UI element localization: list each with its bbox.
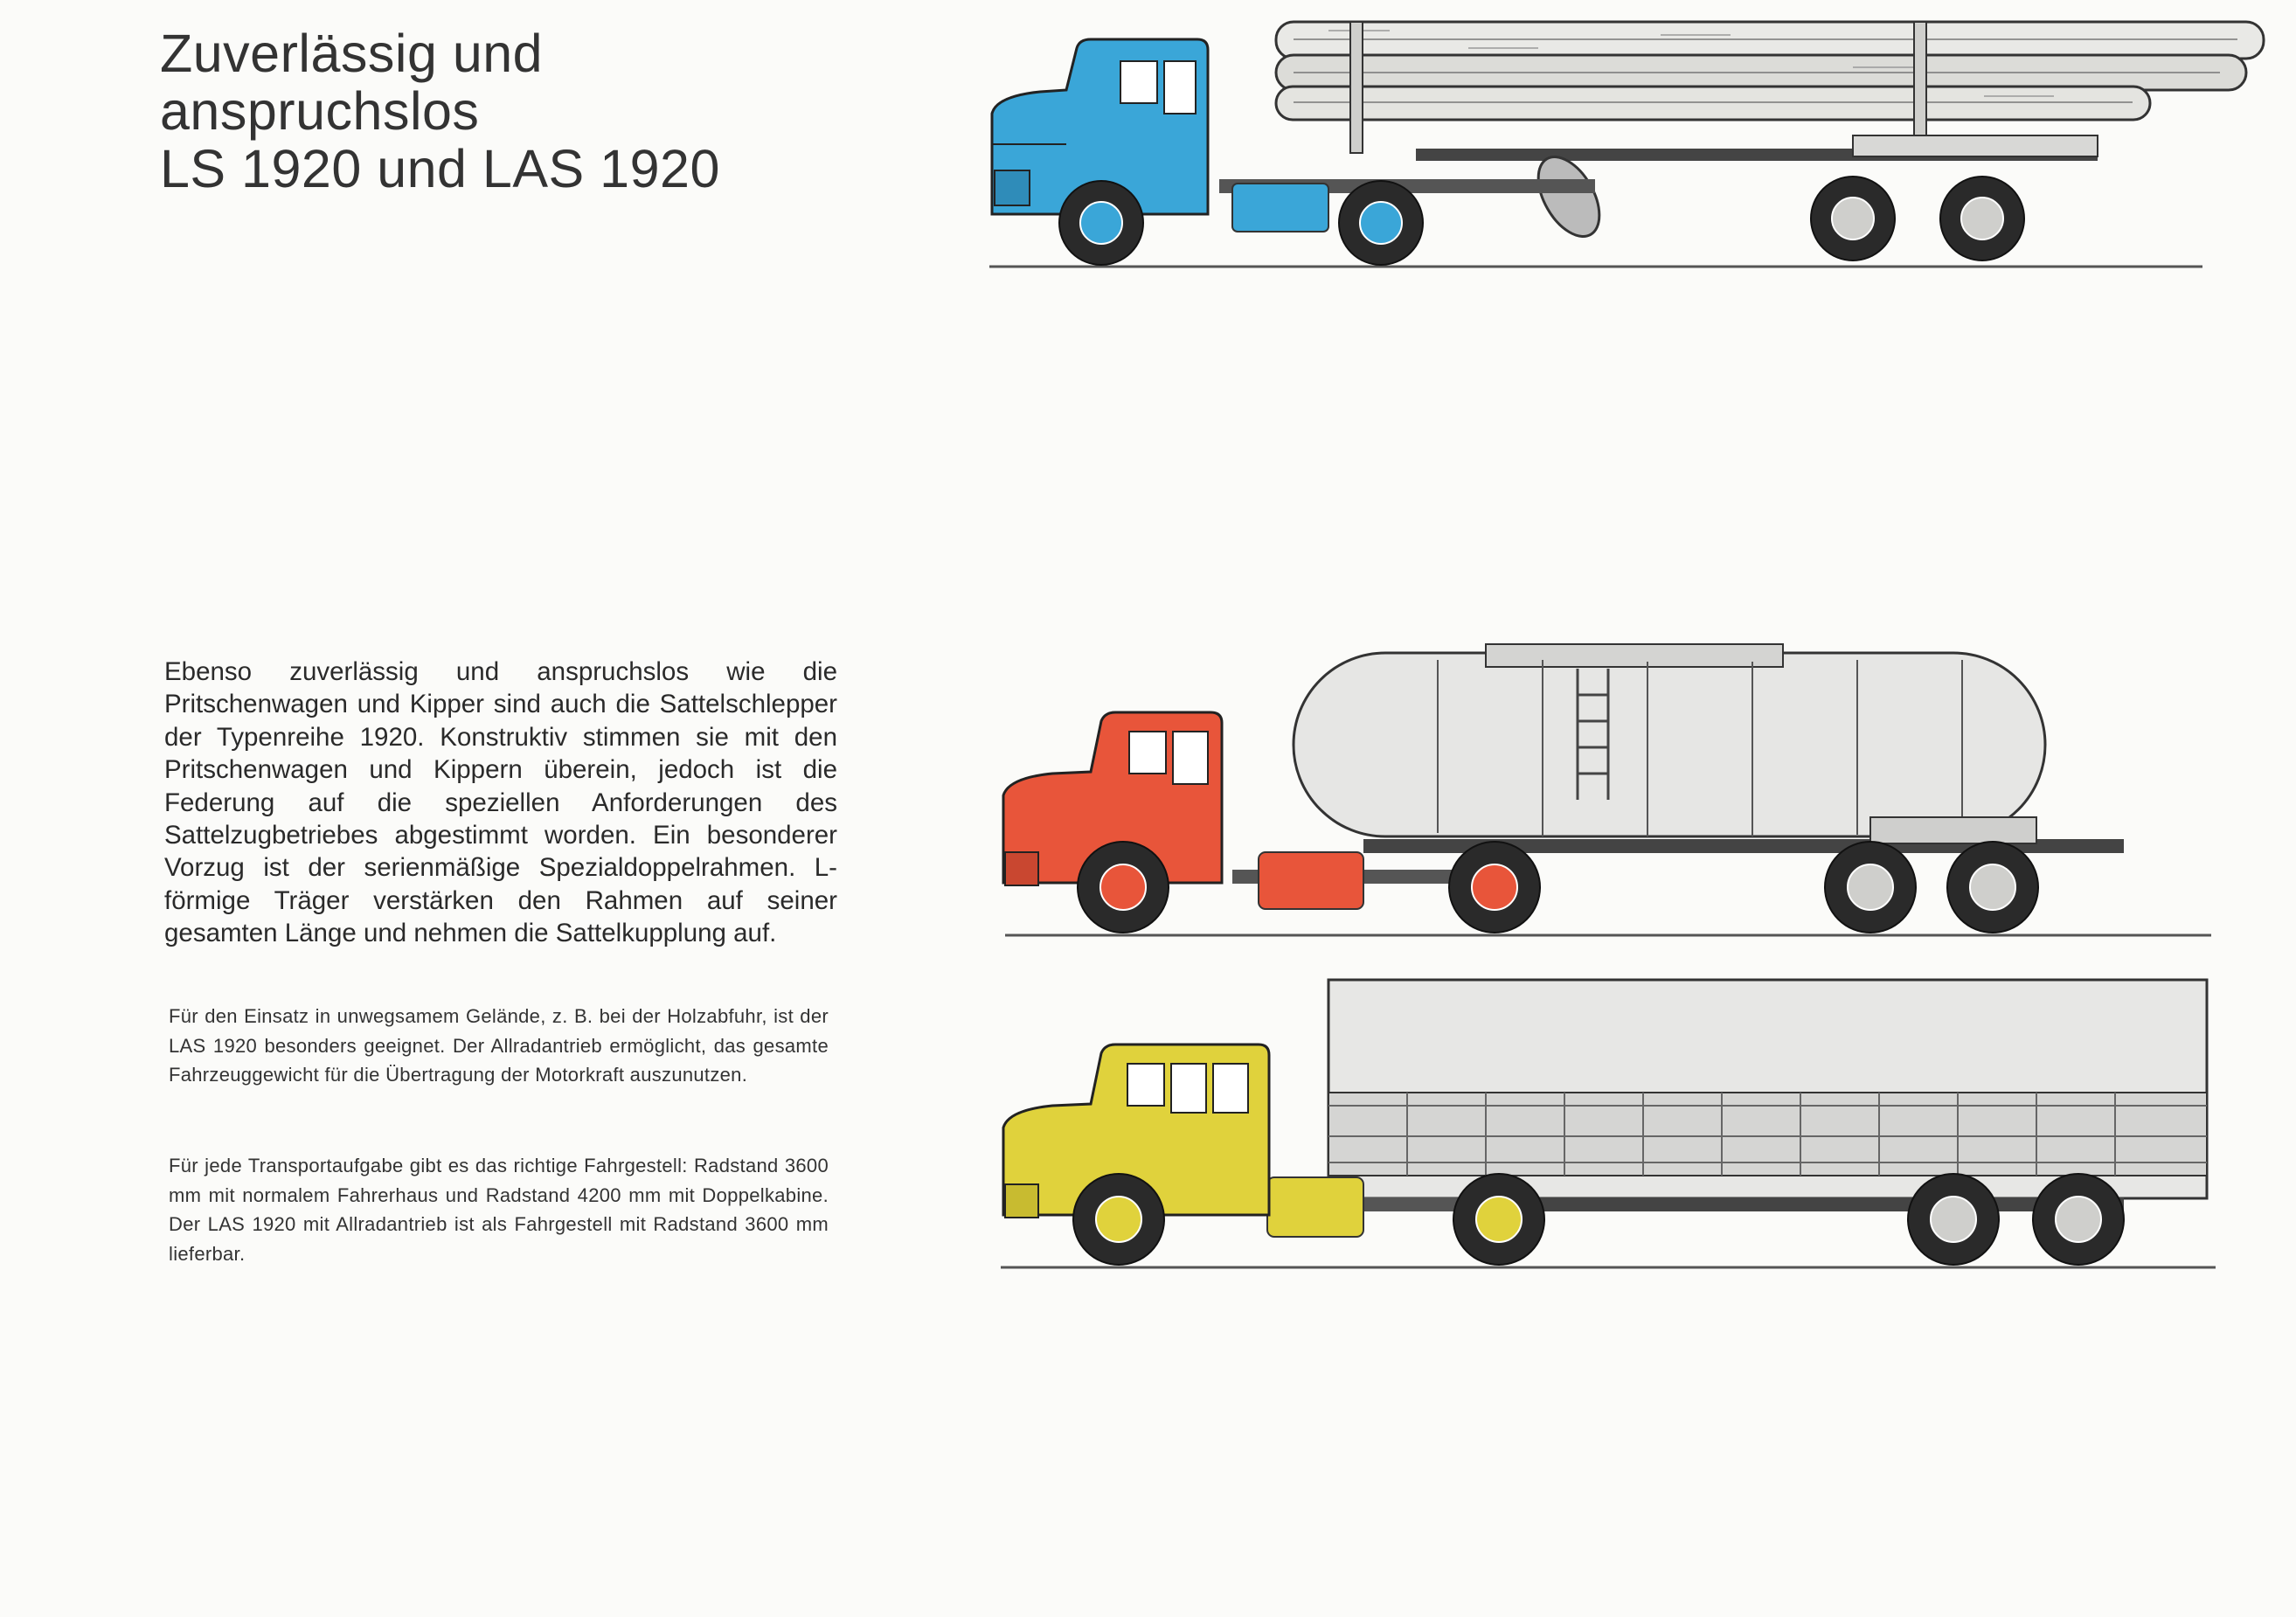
title-line-1: Zuverlässig und (160, 24, 544, 83)
intro-paragraph: Ebenso zuverlässig und anspruchslos wie die Pritschenwagen und Kipper sind auch die Sattelschlepper der Typenreihe 1920. Konstruktiv stimmen sie mit den Pritschenwagen und Kippern überein, jedoch ist die Federung auf die speziellen Anforderungen des Sattelzugbetriebes abgestimmt worden. Ein besonderer Vorzug ist der serienmäßige Spezialdoppelrahmen. L-förmige Träger verstärken den Rahmen auf seiner gesamten Länge und nehmen die Sattelkupplung auf. (164, 657, 837, 948)
logging-truck-illustration (979, 13, 2272, 275)
title-line-3: LS 1920 und LAS 1920 (160, 139, 720, 198)
title-line-2: anspruchslos (160, 81, 480, 141)
page-title (160, 24, 720, 198)
terrain-note: Für den Einsatz in unwegsamem Gelände, z. B. bei der Holzabfuhr, ist der LAS 1920 besonders geeignet. Der Allradantrieb ermöglicht, das gesamte Fahrzeuggewicht für die Übertragung der Motorkraft auszunutzen. (169, 1005, 829, 1086)
tank-trailer (1294, 644, 2045, 836)
tanker-truck-illustration (996, 642, 2220, 940)
tarp-trailer (1328, 980, 2207, 1198)
log-load (1276, 22, 2264, 120)
flatbed-truck-illustration (996, 975, 2220, 1272)
chassis-note: Für jede Transportaufgabe gibt es das richtige Fahrgestell: Radstand 3600 mm mit normalem Fahrerhaus und Radstand 4200 mm mit Doppelkabine. Der LAS 1920 mit Allradantrieb ist als Fahrgestell mit Radstand 3600 mm lieferbar. (169, 1155, 829, 1265)
